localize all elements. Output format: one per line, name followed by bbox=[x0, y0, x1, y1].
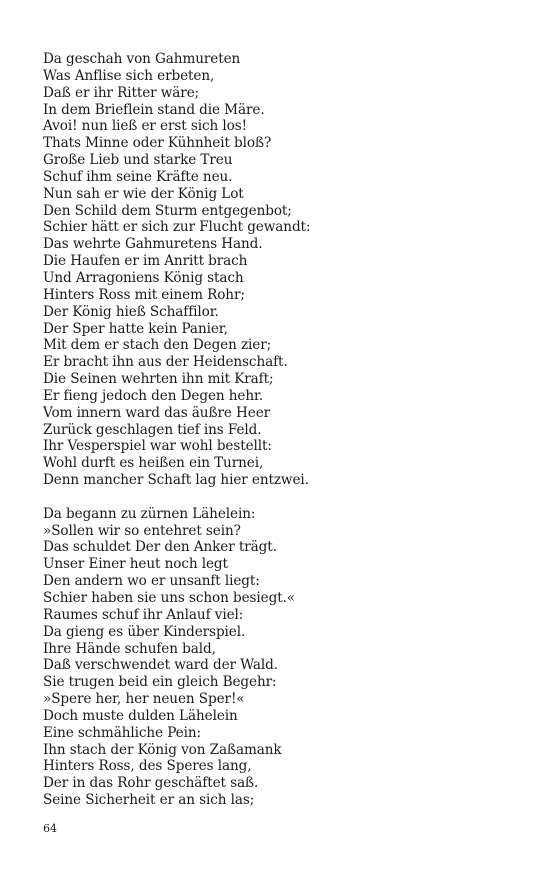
verse-line: Schier hätt er sich zur Flucht gewandt: bbox=[43, 219, 311, 236]
verse-line: Und Arragoniens König stach bbox=[43, 269, 244, 286]
verse-line: Vom innern ward das äußre Heer bbox=[43, 404, 271, 421]
verse-line: Da begann zu zürnen Lähelein: bbox=[43, 505, 256, 522]
verse-line: Da gieng es über Kinderspiel. bbox=[43, 623, 246, 640]
verse-line: Die Seinen wehrten ihn mit Kraft; bbox=[43, 371, 274, 388]
verse-line: Hinters Ross, des Speres lang, bbox=[43, 758, 252, 775]
verse-line: Das schuldet Der den Anker trägt. bbox=[43, 539, 277, 556]
stanza-1 bbox=[43, 51, 523, 489]
verse-line: Zurück geschlagen tief ins Feld. bbox=[43, 421, 262, 438]
verse-line: Hinters Ross mit einem Rohr; bbox=[43, 286, 245, 303]
verse-line: Schuf ihm seine Kräfte neu. bbox=[43, 168, 233, 185]
verse-line: Den Schild dem Sturm entgegenbot; bbox=[43, 202, 292, 219]
verse-line: Daß er ihr Ritter wäre; bbox=[43, 84, 200, 101]
verse-line: Ihr Vesperspiel war wohl bestellt: bbox=[43, 438, 272, 455]
verse-line: Er fieng jedoch den Degen hehr. bbox=[43, 387, 264, 404]
verse-line: Daß verschwendet ward der Wald. bbox=[43, 657, 278, 674]
verse-line: In dem Brieflein stand die Märe. bbox=[43, 101, 265, 118]
page-number: 64 bbox=[43, 822, 57, 835]
verse-line: Der König hieß Schaffilor. bbox=[43, 303, 219, 320]
verse-line: Ihre Hände schufen bald, bbox=[43, 640, 216, 657]
verse-line: Raumes schuf ihr Anlauf viel: bbox=[43, 606, 244, 623]
verse-line: Doch muste dulden Lähelein bbox=[43, 707, 238, 724]
verse-line: Unser Einer heut noch legt bbox=[43, 556, 228, 573]
stanza-2 bbox=[43, 506, 523, 809]
verse-line: Den andern wo er unsanft liegt: bbox=[43, 573, 260, 590]
verse-line: Der Sper hatte kein Panier, bbox=[43, 320, 228, 337]
verse-line: Der in das Rohr geschäftet saß. bbox=[43, 775, 259, 792]
verse-line: Avoi! nun ließ er erst sich los! bbox=[43, 118, 247, 135]
verse-line: »Sollen wir so entehret sein? bbox=[43, 522, 241, 539]
verse-line: Seine Sicherheit er an sich las; bbox=[43, 792, 255, 809]
verse-line: Denn mancher Schaft lag hier entzwei. bbox=[43, 472, 309, 489]
verse-line: Thats Minne oder Kühnheit bloß? bbox=[43, 135, 272, 152]
verse-line: Sie trugen beid ein gleich Begehr: bbox=[43, 674, 277, 691]
poem-text bbox=[43, 51, 523, 809]
verse-line: Was Anflise sich erbeten, bbox=[43, 67, 215, 84]
verse-line: Ihn stach der König von Zaßamank bbox=[43, 741, 282, 758]
verse-line: Er bracht ihn aus der Heidenschaft. bbox=[43, 354, 288, 371]
verse-line: Wohl durft es heißen ein Turnei, bbox=[43, 455, 264, 472]
verse-line: Da geschah von Gahmureten bbox=[43, 51, 241, 67]
verse-line: Schier haben sie uns schon besiegt.« bbox=[43, 590, 295, 606]
verse-line: Nun sah er wie der König Lot bbox=[43, 185, 244, 202]
verse-line: »Spere her, her neuen Sper!« bbox=[43, 691, 245, 708]
verse-line: Die Haufen er im Anritt brach bbox=[43, 253, 248, 270]
verse-line: Eine schmähliche Pein: bbox=[43, 724, 201, 741]
verse-line: Große Lieb und starke Treu bbox=[43, 152, 233, 169]
verse-line: Mit dem er stach den Degen zier; bbox=[43, 337, 272, 354]
verse-line: Das wehrte Gahmuretens Hand. bbox=[43, 236, 263, 253]
